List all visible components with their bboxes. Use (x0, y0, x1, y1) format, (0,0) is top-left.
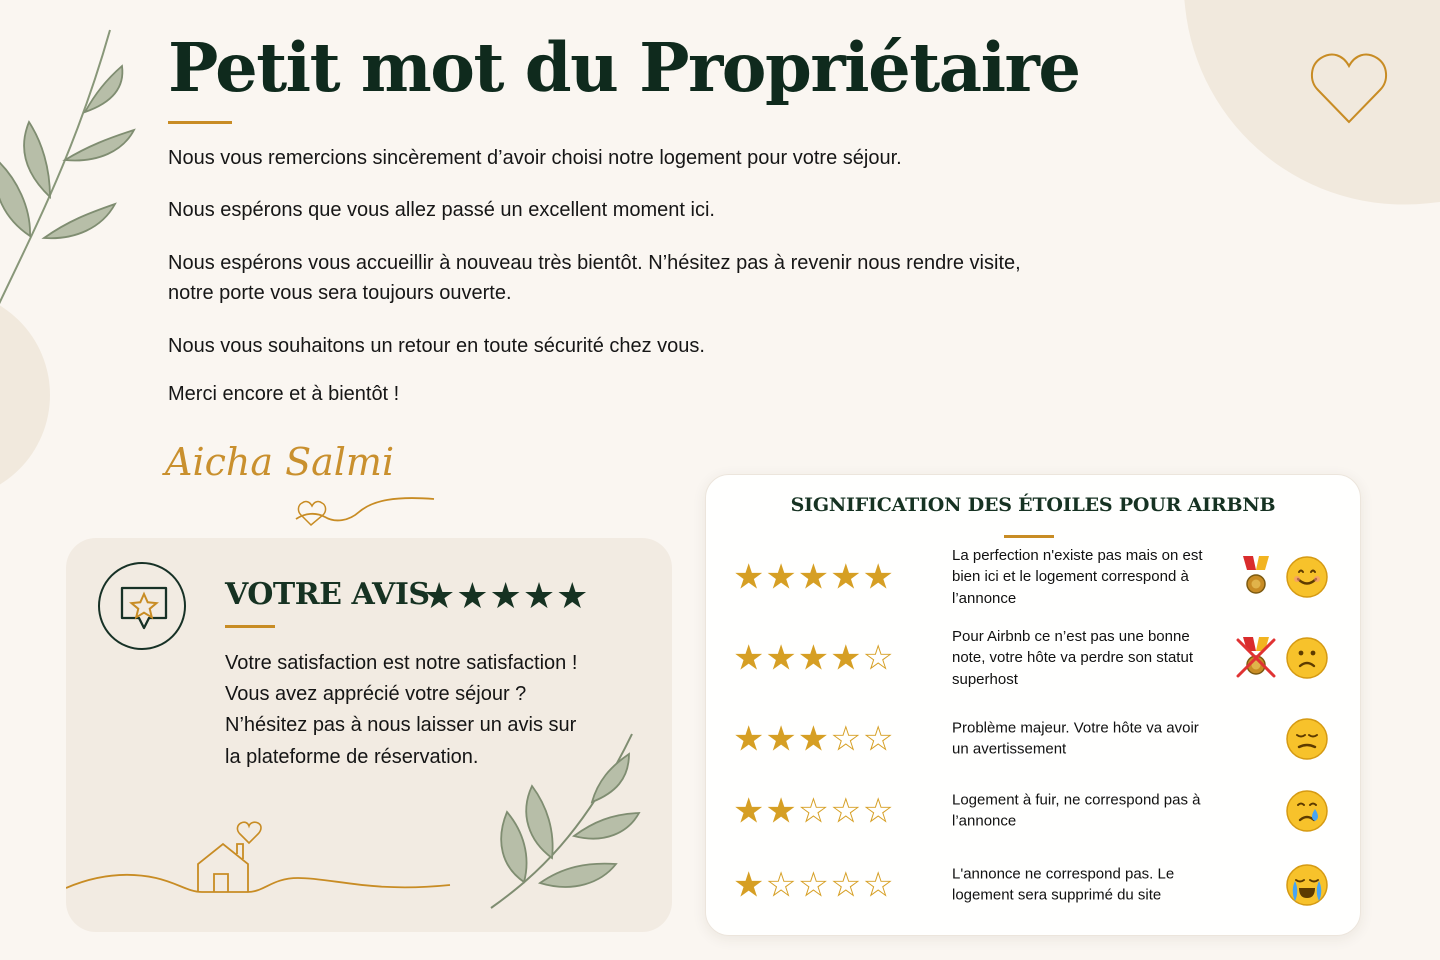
review-stars: ★★★★★ (423, 575, 590, 616)
review-card (66, 538, 672, 932)
sad-face-icon (1285, 717, 1329, 761)
intro-line: Nous espérons vous accueillir à nouveau très bientôt. N’hésitez pas à revenir nous rendre visite, (168, 251, 1021, 274)
leaf-branch-icon (0, 8, 152, 308)
review-line: la plateforme de réservation. (225, 745, 479, 768)
rating-description: Problème majeur. Votre hôte va avoir un avertissement (952, 719, 1199, 758)
review-icon-wrapper (98, 562, 186, 650)
heart-icon (1306, 48, 1392, 128)
airbnb-heading: SIGNIFICATION DES ÉTOILES POUR AIRBNB (790, 494, 1276, 516)
owner-signature: Aicha Salmi (165, 440, 395, 484)
intro-paragraph: Nous espérons que vous allez passé un excellent moment ici. (168, 199, 715, 222)
smile-face-icon (1285, 555, 1329, 599)
intro-paragraph: Nous vous souhaitons un retour en toute sécurité chez vous. (168, 334, 705, 357)
intro-paragraph: Nous vous remercions sincèrement d’avoir choisi notre logement pour votre séjour. (168, 147, 902, 169)
intro-paragraph: Merci encore et à bientôt ! (168, 382, 400, 405)
review-heading: VOTRE AVIS (225, 577, 430, 612)
intro-text (168, 143, 1148, 431)
review-star-icon (116, 580, 172, 636)
review-line: Votre satisfaction est notre satisfaction ! (225, 652, 578, 674)
rating-row-2 (733, 775, 1335, 847)
rating-stars: ★★★★☆ (733, 638, 895, 678)
rating-description: Logement à fuir, ne correspond pas à l’annonce (952, 791, 1201, 830)
page-title: Petit mot du Propriétaire (168, 28, 1080, 107)
intro-line: notre porte vous sera toujours ouverte. (168, 282, 512, 305)
frown-face-icon (1285, 636, 1329, 680)
cry-face-icon (1285, 789, 1329, 833)
airbnb-rating-card (705, 474, 1361, 936)
rating-stars: ★☆☆☆☆ (733, 865, 895, 905)
rating-row-4 (733, 622, 1335, 694)
rating-description: Pour Airbnb ce n’est pas une bonne note, votre hôte va perdre son statut superhost (952, 628, 1193, 688)
rating-description: L'annonce ne correspond pas. Le logement sera supprimé du site (952, 865, 1175, 904)
leaf-branch-icon (488, 728, 658, 918)
signature-heart-icon (292, 488, 436, 531)
rating-row-1 (733, 849, 1335, 921)
review-line: Vous avez apprécié votre séjour ? (225, 683, 527, 706)
intro-paragraph (168, 248, 1148, 309)
medal-icon (1233, 554, 1279, 600)
review-underline (225, 625, 275, 628)
rating-description: La perfection n'existe pas mais on est bien ici et le logement correspond à l’annonce (952, 547, 1203, 607)
loudly-cry-face-icon (1285, 863, 1329, 907)
house-heart-icon (66, 816, 456, 926)
background-blob-left (0, 290, 50, 500)
review-line: N’hésitez pas à nous laisser un avis sur (225, 714, 577, 737)
rating-row-3 (733, 703, 1335, 775)
rating-stars: ★★★☆☆ (733, 719, 895, 759)
airbnb-underline (1004, 535, 1054, 538)
rating-stars: ★★★★★ (733, 557, 895, 597)
crossed-medal-icon (1233, 635, 1279, 681)
title-underline (168, 121, 232, 124)
rating-stars: ★★☆☆☆ (733, 791, 895, 831)
rating-row-5 (733, 541, 1335, 613)
